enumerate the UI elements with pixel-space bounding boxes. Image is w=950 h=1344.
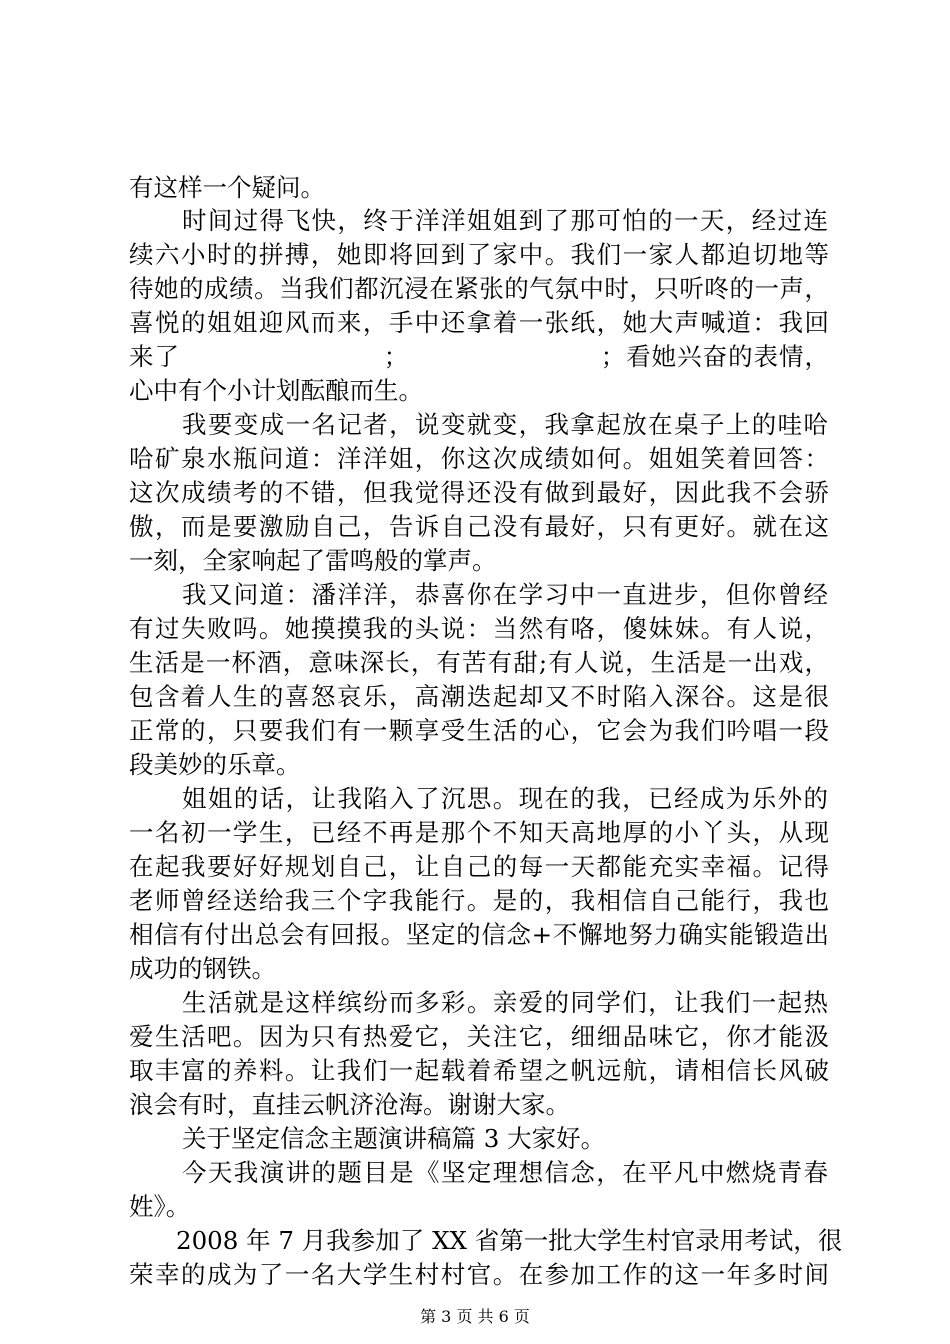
text-line: 今天我演讲的题目是《坚定理想信念，在平凡中燃烧青春 bbox=[182, 1158, 828, 1187]
text-line: 姓》。 bbox=[129, 1192, 191, 1221]
text-line: 荣幸的成为了一名大学生村村官。在参加工作的这一年多时间 bbox=[129, 1260, 829, 1289]
page-number-footer: 第 3 页 共 6 页 bbox=[420, 1307, 530, 1326]
text-line: 姐姐的话，让我陷入了沉思。现在的我，已经成为乐外的 bbox=[182, 784, 828, 813]
text-line: 有过失败吗。她摸摸我的头说：当然有咯，傻妹妹。有人说， bbox=[129, 614, 829, 643]
text-line: 在起我要好好规划自己，让自己的每一天都能充实幸福。记得 bbox=[129, 852, 829, 881]
text-line: 待她的成绩。当我们都沉浸在紧张的气氛中时，只听咚的一声， bbox=[129, 274, 829, 303]
text-line: 傲，而是要激励自己，告诉自己没有最好，只有更好。就在这 bbox=[129, 512, 829, 541]
section-heading: 关于坚定信念主题演讲稿篇 3 大家好。 bbox=[182, 1124, 606, 1153]
text-line: 来了 ； ；看她兴奋的表情， bbox=[129, 342, 829, 371]
text-line: 一刻，全家响起了雷鸣般的掌声。 bbox=[129, 546, 497, 575]
text-line: 哈矿泉水瓶问道：洋洋姐，你这次成绩如何。姐姐笑着回答： bbox=[129, 444, 829, 473]
text-line: 心中有个小计划酝酿而生。 bbox=[129, 376, 423, 405]
text-line: 爱生活吧。因为只有热爱它，关注它，细细品味它，你才能汲 bbox=[129, 1022, 829, 1051]
text-line: 我要变成一名记者，说变就变，我拿起放在桌子上的哇哈 bbox=[182, 410, 828, 439]
text-line: 2008 年 7 月我参加了 XX 省第一批大学生村官录用考试，很 bbox=[176, 1226, 843, 1255]
text-line: 正常的，只要我们有一颗享受生活的心，它会为我们吟唱一段 bbox=[129, 716, 829, 745]
text-line: 段美妙的乐章。 bbox=[129, 750, 301, 779]
text-line: 续六小时的拼搏，她即将回到了家中。我们一家人都迫切地等 bbox=[129, 240, 829, 269]
text-line: 喜悦的姐姐迎风而来，手中还拿着一张纸，她大声喊道：我回 bbox=[129, 308, 829, 337]
text-line: 这次成绩考的不错，但我觉得还没有做到最好，因此我不会骄 bbox=[129, 478, 829, 507]
text-line: 时间过得飞快，终于洋洋姐姐到了那可怕的一天，经过连 bbox=[182, 206, 828, 235]
text-line: 有这样一个疑问。 bbox=[129, 173, 325, 202]
text-line: 相信有付出总会有回报。坚定的信念+不懈地努力确实能锻造出 bbox=[129, 920, 829, 949]
text-line: 包含着人生的喜怒哀乐，高潮迭起却又不时陷入深谷。这是很 bbox=[129, 682, 829, 711]
text-line: 浪会有时，直挂云帆济沧海。谢谢大家。 bbox=[129, 1090, 570, 1119]
text-line: 老师曾经送给我三个字我能行。是的，我相信自己能行，我也 bbox=[129, 886, 829, 915]
text-line: 生活是一杯酒，意味深长，有苦有甜;有人说，生活是一出戏， bbox=[129, 648, 829, 677]
text-line: 我又问道：潘洋洋，恭喜你在学习中一直进步，但你曾经 bbox=[182, 580, 828, 609]
text-line: 生活就是这样缤纷而多彩。亲爱的同学们，让我们一起热 bbox=[182, 988, 828, 1017]
text-line: 取丰富的养料。让我们一起载着希望之帆远航，请相信长风破 bbox=[129, 1056, 829, 1085]
text-line: 成功的钢铁。 bbox=[129, 954, 276, 983]
text-line: 一名初一学生，已经不再是那个不知天高地厚的小丫头，从现 bbox=[129, 818, 829, 847]
